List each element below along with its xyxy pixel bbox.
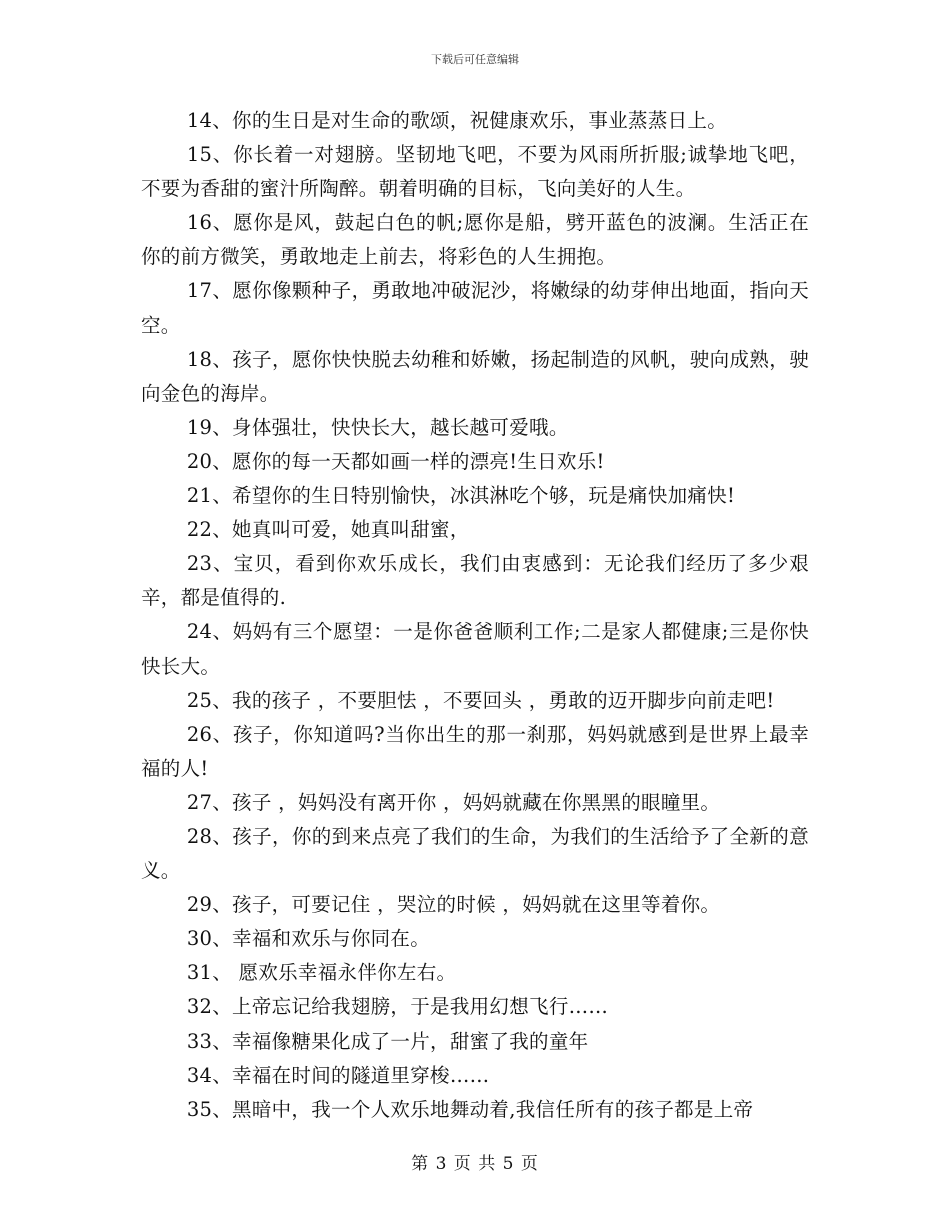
document-body xyxy=(141,104,809,1127)
paragraph-23: 23、宝贝，看到你欢乐成长，我们由衷感到：无论我们经历了多少艰辛，都是值得的. xyxy=(141,552,809,610)
paragraph-34: 34、幸福在时间的隧道里穿梭…… xyxy=(186,1063,490,1087)
page-header: 下载后可任意编辑 xyxy=(431,53,519,66)
paragraph-21: 21、希望你的生日特别愉快，冰淇淋吃个够，玩是痛快加痛快! xyxy=(186,484,736,508)
paragraph-29: 29、孩子，可要记住 ，哭泣的时候 ，妈妈就在这里等着你。 xyxy=(186,893,721,917)
paragraph-33: 33、幸福像糖果化成了一片，甜蜜了我的童年 xyxy=(186,1029,589,1053)
paragraph-19: 19、身体强壮，快快长大，越长越可爱哦。 xyxy=(186,415,569,439)
paragraph-24: 24、妈妈有三个愿望：一是你爸爸顺利工作;二是家人都健康;三是你快快长大。 xyxy=(141,620,809,678)
paragraph-18: 18、孩子，愿你快快脱去幼稚和娇嫩，扬起制造的风帆，驶向成熟，驶向金色的海岸。 xyxy=(141,347,809,405)
paragraph-16: 16、愿你是风，鼓起白色的帆;愿你是船，劈开蓝色的波澜。生活正在你的前方微笑，勇敢地走上前去，将彩色的人生拥抱。 xyxy=(141,211,809,269)
paragraph-26: 26、孩子，你知道吗?当你出生的那一刹那，妈妈就感到是世界上最幸福的人! xyxy=(141,722,809,780)
paragraph-15: 15、你长着一对翅膀。坚韧地飞吧，不要为风雨所折服;诚挚地飞吧，不要为香甜的蜜汁所陶醉。朝着明确的目标，飞向美好的人生。 xyxy=(141,143,809,201)
paragraph-28: 28、孩子，你的到来点亮了我们的生命，为我们的生活给予了全新的意义。 xyxy=(141,824,809,883)
page-footer: 第 3 页 共 5 页 xyxy=(411,1154,539,1174)
paragraph-14: 14、你的生日是对生命的歌颂，祝健康欢乐，事业蒸蒸日上。 xyxy=(186,109,728,132)
paragraph-27: 27、孩子 ，妈妈没有离开你 ，妈妈就藏在你黑黑的眼瞳里。 xyxy=(186,790,721,814)
paragraph-30: 30、幸福和欢乐与你同在。 xyxy=(186,927,431,951)
paragraph-32: 32、上帝忘记给我翅膀，于是我用幻想飞行…… xyxy=(186,995,609,1019)
paragraph-25: 25、我的孩子 ，不要胆怯 ，不要回头 ，勇敢的迈开脚步向前走吧! xyxy=(186,688,775,712)
paragraph-17: 17、愿你像颗种子，勇敢地冲破泥沙，将嫩绿的幼芽伸出地面，指向天空。 xyxy=(141,279,809,337)
paragraph-22: 22、她真叫可爱，她真叫甜蜜， xyxy=(186,518,470,542)
paragraph-35: 35、黑暗中，我一个人欢乐地舞动着,我信任所有的孩子都是上帝 xyxy=(186,1097,754,1121)
paragraph-31: 31、 愿欢乐幸福永伴你左右。 xyxy=(186,961,457,985)
paragraph-20: 20、愿你的每一天都如画一样的漂亮!生日欢乐! xyxy=(186,449,605,473)
